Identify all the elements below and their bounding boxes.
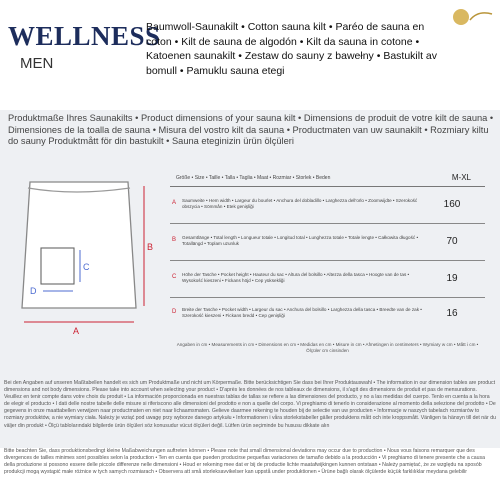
kilt-outline xyxy=(22,182,136,308)
row-letter: B xyxy=(172,237,177,243)
table-row-hem-width xyxy=(170,187,485,224)
row-letter: C xyxy=(172,274,177,280)
size-table xyxy=(170,172,485,332)
brand-logo-subtitle: MEN xyxy=(20,55,54,72)
brand-emblem-icon xyxy=(452,6,494,28)
dimensions-heading: Produktmaße Ihres Saunakilts • Product dimensions of your sauna kilt • Dimensions de produit de votre kilt de sauna • Dimensiones de la toalla de sauna • Misura del vostro kilt da sauna • Productmaten van uw saunakilt • Rozmiary kiltu do sauny Produktmått för din bastukilt • Sauna eteginizin ürün ölçüleri xyxy=(8,113,494,147)
row-letter: A xyxy=(172,200,177,206)
brand-logo-title: WELLNESS xyxy=(8,21,161,51)
row-value: 19 xyxy=(446,273,458,284)
row-value: 16 xyxy=(446,308,458,319)
diagram-label-b: B xyxy=(147,242,154,252)
deviation-notice: Bitte beachten Sie, dass produktionsbedingt kleine Maßabweichungen auftreten können • Please note that small dimensional deviations may occur due to production • Nous vous faisons remarquer que des divergences de tailles minimes sont possibles selon la production • Ten en cuenta que pueden producirse pequeñas variaciones de tamaño debido a la producción • Vi preghiamo di tenere presente che a causa della produzione si possono essere delle piccole differenze nelle dimensioni • Houd er rekening mee dat er bij de productie lichte maatafwijkingen kunnen ontstaan • Należy pamiętać, że ze względu na sposób produkcji mogą wystąpić małe różnice w tych samych rozmiarach • Observera att små storleksavvikelser kan uppstå under produktionen • Ürüne bağlı olarak ölçülerde küçük farklılıklar meydana gelebilir xyxy=(4,448,485,476)
row-label: Breite der Tasche • Pocket width • Largeur du sac • Anchura del bolsillo • Larghezza della tasca • Breedte van de zak • Szerokość kieszeni • Fickans bredd • Cep genişliği xyxy=(182,307,422,318)
kilt-diagram xyxy=(10,170,160,340)
row-value: 70 xyxy=(446,236,458,247)
diagram-label-a: A xyxy=(73,326,80,336)
product-dimensions-notice: Bei den Angaben auf unseren Maßtabellen handelt es sich um Produktmaße und nicht um Körpermaße. Bitte berücksichtigen Sie dass bei Ihrer Produktauswahl • The information in our dimension tables are product dimensions and not body dimensions. Please take into account when selecting your product • D'après les données de nos tableaux de dimensions, il s'agit des dimensions de produit et pas de mensurations. Veuillez en tenir compte dans votre choix du produit • La información proporcionada en nuestras tablas de tallas se refiere a las dimensiones del producto, y no a las medidas del cuerpo. Tenlo en cuenta a la hora de elegir el producto • I dati delle nostre tabelle delle misure si riferiscono alle dimensioni del prodotto e non a quelle del corpo. Vi preghiamo di tenerlo in considerazione al momento della selezione del prodotto • De gegevens in onze maattabellen verwijzen naar productmaten en niet naar lichaamsmaten. Gelieve daarmee rekening te houden bij de selectie van uw producten • Informacje w naszych tabelach rozmiarów to rozmiary produktów, a nie wymiary ciała. Należy je wziąć pod uwagę przy wyborze danego artykułu • Informationen i våra storlekstabeller gäller produktens mått och inte kroppsmått. Vänligen ta hänsyn till det när du väljer din produkt • Ölçü tablolarındaki bilgilerde ürün ölçüleri söz konusudur vücut ölçüleri değil. Lütfen ürün seçiminde bu hususu dikkate alın xyxy=(4,380,496,429)
units-note: Angaben in cm • Measurements in cm • Dimensions en cm • Medidas en cm • Misure in cm • Afmetingen in centimeters • Wymiary w cm • Mått i cm • Ölçüler cm cinsinden xyxy=(176,342,479,353)
row-letter: D xyxy=(172,309,177,315)
table-row-pocket-height xyxy=(170,261,485,298)
diagram-label-d: D xyxy=(30,286,37,296)
row-value: 160 xyxy=(443,199,461,210)
row-label: Gesamtlänge • Total length • Longueur totale • Longitud total • Lunghezza totale • Totale lengte • Całkowita długość • Totallängd • Toplam uzunluk xyxy=(182,235,419,246)
size-table-header xyxy=(170,172,485,187)
table-row-pocket-width xyxy=(170,298,485,331)
size-header-value: M-XL xyxy=(451,173,471,182)
size-header-label: Größe • Size • Taille • Talla • Taglia • Maat • Rozmiar • Storlek • Beden xyxy=(176,175,331,181)
table-row-total-length xyxy=(170,224,485,261)
kilt-pocket xyxy=(41,248,74,284)
row-label: Höhe der Tasche • Pocket height • Hauteur du sac • Altura del bolsillo • Altezza della tasca • Hoogte van de tas • Wysokość kieszeni • Fickans höjd • Cep yüksekliği xyxy=(182,272,410,283)
product-title: Baumwoll-Saunakilt • Cotton sauna kilt • Paréo de sauna en coton • Kilt de sauna de algodón • Kilt da sauna in cotone • Katoenen saunakilt • Zestaw do sauny z bawełny • Bastukilt av bomull • Pamuklu sauna etegi xyxy=(146,21,438,77)
row-label: Saumweite • Hem width • Largeur du bourlet • Anchura del dobladillo • Larghezza dell'orlo • Zoomwijdte • Szerokość obszycia • Sömmån • Etek genişliği xyxy=(182,198,418,209)
diagram-label-c: C xyxy=(83,262,90,272)
